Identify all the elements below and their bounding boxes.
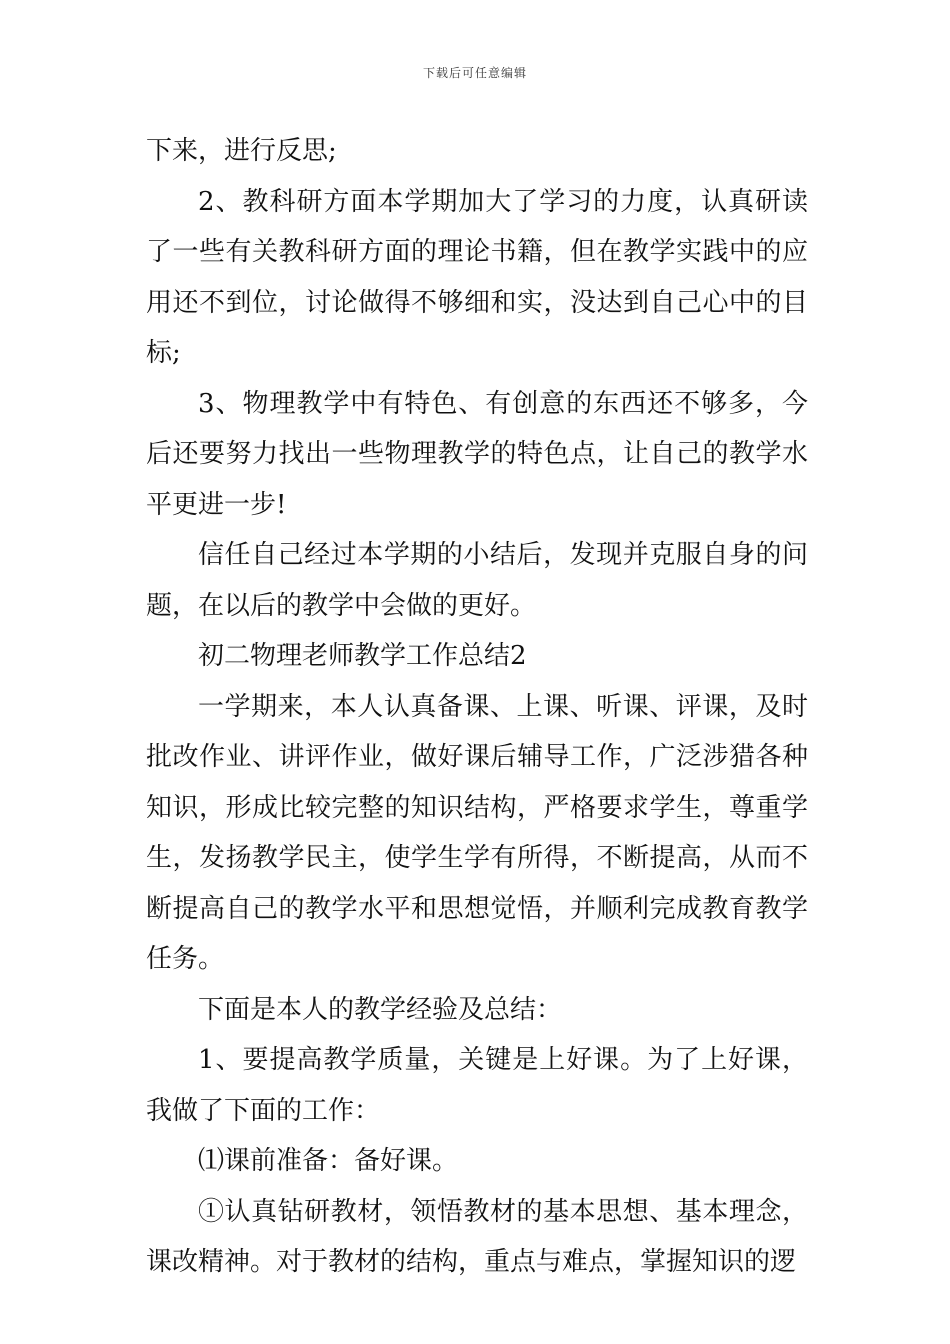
paragraph-intro: 一学期来，本人认真备课、上课、听课、评课，及时批改作业、讲评作业，做好课后辅导工作，广泛涉猎各种知识，形成比较完整的知识结构，严格要求学生，尊重学生，发扬教学民主，使学生学有所得，不断提高，从而不断提高自己的教学水平和思想觉悟，并顺利完成教育教学任务。	[146, 691, 808, 974]
paragraph-point-1: 1、要提高教学质量，关键是上好课。为了上好课，我做了下面的工作：	[146, 1045, 808, 1126]
paragraph-item-3: 3、物理教学中有特色、有创意的东西还不够多，今后还要努力找出一些物理教学的特色点，让自己的教学水平更进一步!	[146, 388, 808, 520]
page-header: 下载后可任意编辑	[422, 66, 527, 80]
paragraph-conclusion: 信任自己经过本学期的小结后，发现并克服自身的问题，在以后的教学中会做的更好。	[146, 540, 808, 621]
paragraph-continuation: 下来，进行反思;	[146, 136, 337, 166]
paragraph-item-2: 2、教科研方面本学期加大了学习的力度，认真研读了一些有关教科研方面的理论书籍，但在教学实践中的应用还不到位，讨论做得不够细和实，没达到自己心中的目标;	[146, 186, 808, 368]
document-body	[146, 126, 808, 1288]
paragraph-summary-lead: 下面是本人的教学经验及总结：	[198, 994, 563, 1025]
paragraph-subpoint-1: ⑴课前准备：备好课。	[198, 1146, 459, 1176]
paragraph-subpoint-circled-1: ①认真钻研教材，领悟教材的基本思想、基本理念，课改精神。对于教材的结构，重点与难点，掌握知识的逻	[146, 1196, 808, 1277]
section-title: 初二物理老师教学工作总结2	[198, 641, 527, 671]
